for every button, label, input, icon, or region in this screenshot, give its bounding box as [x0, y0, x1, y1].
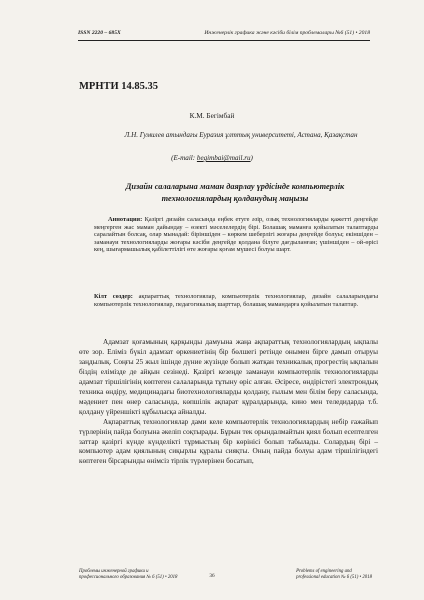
issn: ISSN 2220 – 685X: [78, 30, 121, 36]
running-header: [78, 26, 370, 41]
body-paragraph: Ақпараттық технологиялар дами келе компьютерлік технологиялардың небір ғажайып түрлерінің пайда болуына әкеліп соқтырады. Бұрын тек орындалмайтын қиял болып есептелген заттар қазіргі күнде күнделікті тұрмыстың бір көрінісі болып табылады. Солардың бірі – компьютер адам қиялының сиқырлы құралы сияқты. Оның пайда болуы адам тіршілігіндегі көптеген бірсарынды өнімсіз тірлік түрлерінен босатып,: [79, 417, 378, 466]
keywords: [94, 293, 378, 308]
keywords-label: Кілт сөздер:: [94, 293, 133, 300]
footer-right-line: Problems of engineering and: [296, 569, 352, 574]
email-suffix: ): [250, 154, 253, 162]
mrnti-code: МРНТИ 14.85.35: [79, 81, 159, 92]
email-link[interactable]: begimbai@mail.ru: [196, 154, 251, 162]
journal-title: Инженерлік графика және кәсіби білім проблемалары №6 (51) • 2018: [204, 30, 370, 36]
footer-left-line: профессионального образования № 6 (51) • 2018: [79, 575, 178, 581]
affiliation: Л.Н. Гумилев атындағы Еуразия ұлттық университеті, Астана, Қазақстан: [124, 131, 358, 139]
email-prefix: (E-mail:: [171, 154, 197, 162]
footer-right-line: professional education № 6 (51) • 2018: [296, 575, 372, 581]
footer-right: [296, 569, 372, 581]
footer-left-line: Проблемы инженерной графики и: [79, 569, 149, 574]
abstract: [94, 216, 378, 254]
abstract-text: Қазіргі дизайн саласында еңбек етуге әзір, озық технологияларды қажетті деңгейде меңгерген жас маман дайындау – өзекті мәселелердің бірі. Болашақ маманға қойылатын талаптарды саралайтын болсақ, олар мынадай: біріншіден – көркем шеберлігі жоғары деңгейде болуы; екіншіден – заманауи технологияларды жоғары кәсіби деңгейде қолдана білуге дағдыланған; үшіншіден – ой-өрісі кең, шығармашылық қабілеттілігі өте жоғары қоғам мүшесі болуы шарт.: [94, 216, 378, 254]
body-paragraph: Адамзат қоғамының қарқынды дамуына жаңа ақпараттық технологиялардың ықпалы өте зор. Еліміз бүкіл адамзат өркениетінің бір бөлшегі ретінде онымен бірге дамып отыруы заңдылық. Соңғы 25 жыл ішінде дүние жүзінде болып жатқан техникалық прогрестің ықпалын біздің елімізде де айқын сезінеді. Қазіргі кезеңде заманауи компьютерлік технологияларды адамзат тіршілігінің көптеген салаларында тұтыну өріс алған. Әсіресе, өндірістегі электрондық техника өндіру, медицинадағы биотехнологияларды қолдану, ғылым мен білім беру саласында, мәдениет пен өнер саласында, көпшілік ақпарат құралдарында, кино мен теледидарда т.б. қолдану үйреншікті құбылысқа айналды.: [79, 338, 378, 416]
email-line: [0, 154, 424, 162]
page-number: 36: [209, 573, 215, 579]
author-name: К.М. Бегімбай: [189, 111, 235, 120]
article-title: Дизайн салаларына маман даярлау үрдісінде компьютерлік технологиялардың қолданудың маңызы: [125, 182, 345, 203]
article-body: [79, 338, 378, 467]
keywords-text: ақпараттық технологиялар, компьютерлік технологиялар, дизайн салаларындағы компьютерлік технологиялар, педагогикалық шарттар, болашақ мамандарға қойылатын талаптар.: [94, 293, 378, 308]
abstract-label: Аннотация:: [108, 216, 143, 223]
